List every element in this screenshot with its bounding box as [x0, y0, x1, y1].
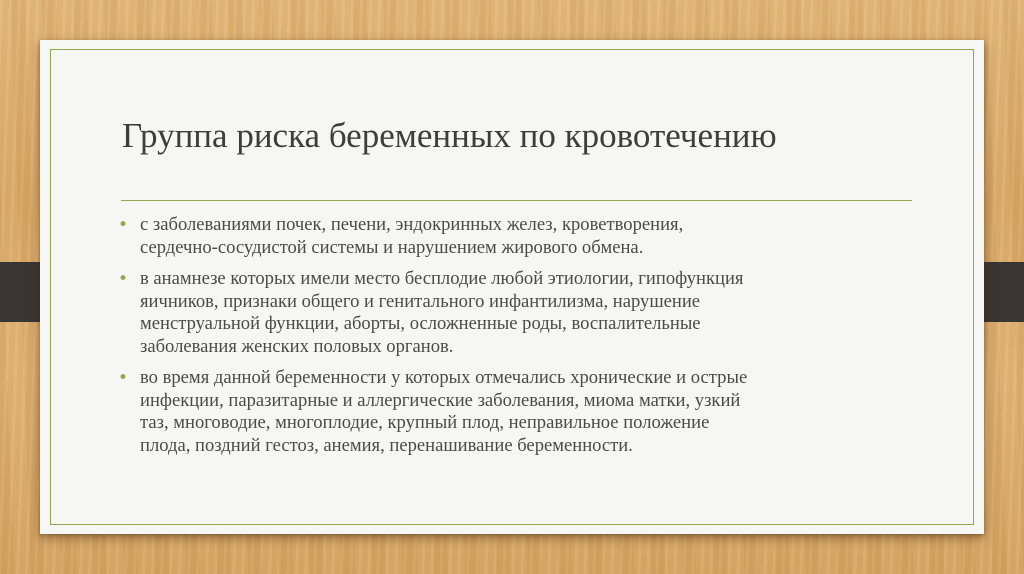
- bullet-marker-icon: •: [118, 368, 129, 388]
- bullet-item-current-pregnancy: [118, 367, 918, 457]
- bullet-3-line-2: инфекции, паразитарные и аллергические заболевания, миома матки, узкий: [140, 389, 741, 411]
- slide-title: Группа риска беременных по кровотечению: [122, 116, 777, 155]
- bullet-1-line-1: с заболеваниями почек, печени, эндокринных желез, кроветворения,: [140, 214, 684, 235]
- bullet-2-line-1: в анамнезе которых имели место бесплодие любой этиологии, гипофункция: [140, 268, 744, 289]
- bullet-2-line-4: заболевания женских половых органов.: [140, 335, 454, 357]
- bullet-item-kidney-liver: [118, 214, 918, 259]
- bullet-1-line-2: сердечно-сосудистой системы и нарушением жирового обмена.: [140, 236, 644, 258]
- bullet-list: [118, 214, 918, 466]
- bullet-3-line-3: таз, многоводие, многоплодие, крупный плод, неправильное положение: [140, 412, 710, 433]
- bullet-marker-icon: •: [118, 269, 129, 289]
- bullet-3-line-1: во время данной беременности у которых отмечались хронические и острые: [140, 367, 748, 388]
- bullet-3-line-4: плода, поздний гестоз, анемия, перенашивание беременности.: [140, 434, 633, 456]
- bullet-2-line-2: яичников, признаки общего и генитального инфантилизма, нарушение: [140, 290, 701, 312]
- bullet-marker-icon: •: [118, 215, 129, 235]
- bullet-item-anamnesis: [118, 268, 918, 358]
- bullet-2-line-3: менструальной функции, аборты, осложненные роды, воспалительные: [140, 313, 701, 334]
- title-divider: [121, 200, 912, 201]
